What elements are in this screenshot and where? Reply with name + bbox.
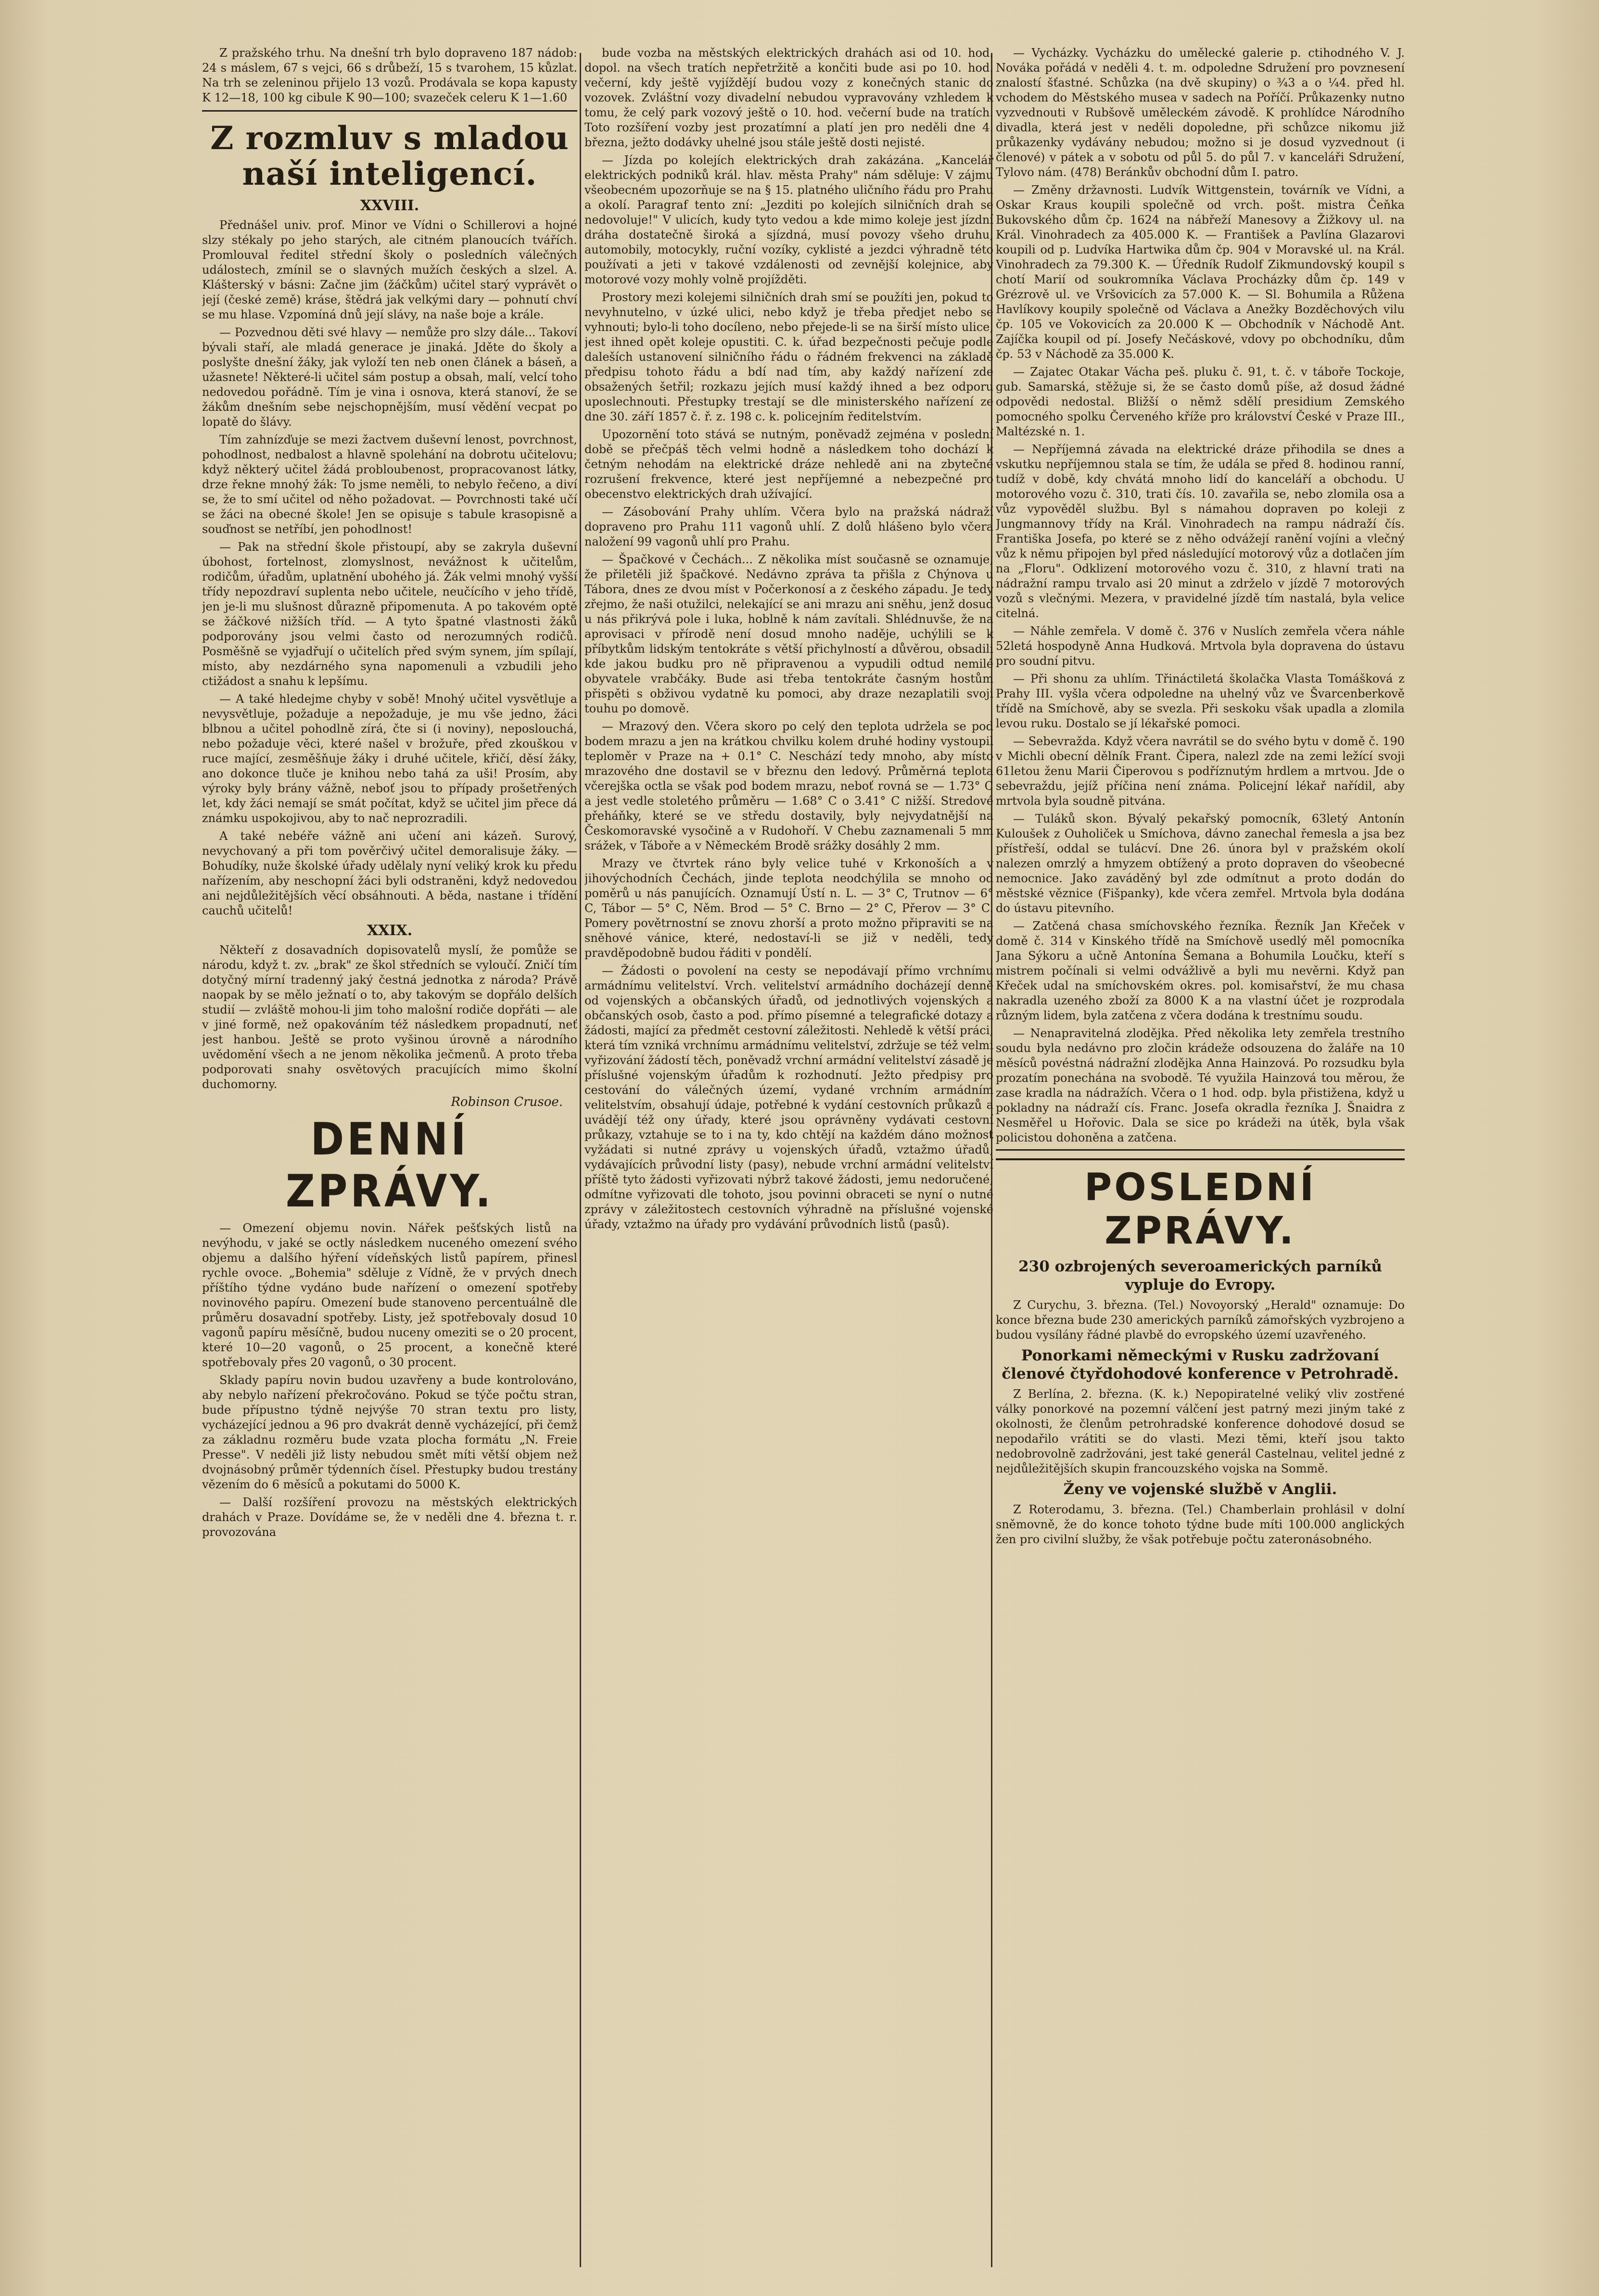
paragraph: — Vycházky. Vycházku do umělecké galerie p. ctihodného V. J. Nováka pořádá v neděli 4. t. m. odpoledne Sdružení pro povznesení znalostí šťastné. Schůzka (na dvě skupiny) o ¾3 a o ¼4. před hl. vchodem do Městského musea v sadech na Poříčí. Průkazenky nutno vyzvednouti v Rubšově uměleckém závodě. K prohlídce Národního divadla, která jest v neděli dopoledne, při schůzce nikomu již průkazenky vydávány nebudou; možno si je dosud vyzvednout (i členové) v pátek a v sobotu od půl 5. do půl 7. v kanceláři Sdružení, Tylovo nám. (478) Beránkův obchodní dům I. patro. <box>996 46 1405 179</box>
paragraph: — Pozvednou děti své hlavy — nemůže pro slzy dále... Takoví bývali staří, ale mladá generace je jinaká. Jděte do školy a poslyšte dnešní žáky, jak vyloží ten neb onen článek a báseň, a užasnete! Některé-li učitel sám postup a obsah, malí, velcí toho nedovedou pořádně. Tím je vina i osnova, která stanoví, že se žákům dnešním sebe nejschopnějším, musí vědění vecpat po lopatě do šlávy. <box>202 326 577 429</box>
paragraph: Přednášel univ. prof. Minor ve Vídni o Schillerovi a hojné slzy stékaly po jeho starých, ale citném planoucích tvářích. Promlouval ředitel střední školy o posledních válečných událostech, zmínil se o slavných mužích českých a slzel. A. Klášterský v básni: Začne jim (žáčkům) učitel starý vyprávět o její (české země) kráse, štědrá jak velkými dary — pohnutí chví se mu hlase. Vzpomíná dnů její slávy, na naše boje a krále. <box>202 218 577 321</box>
section-number: XXIX. <box>367 922 413 939</box>
column-2 <box>584 46 993 2277</box>
paragraph: — Nenapravitelná zlodějka. Před několika lety zemřela trestního soudu byla nedávno pro zločin krádeže odsouzena do žaláře na 10 měsíců povéstná nádražní zlodějka Anna Hainzová. Po rozsudku byla prozatím ponechána na svobodě. Té využila Hainzová tou měrou, že zase kradla na nádražích. Včera o 1 hod. odp. byla přistižena, když u pokladny na nádraží cís. Franc. Josefa okradla řezníka J. Šnaidra z Nesměřel u Hořovic. Dala se sice po krádeži na útěk, byla však policistou dohoněna a zatčena. <box>996 1026 1405 1151</box>
paragraph: Z Berlína, 2. března. (K. k.) Nepopiratelné veliký vliv zostřené války ponorkové na pozemní válčení jest patrný mezi jiným také z okolnosti, že členům petrohradské konference dohodové dosud se nepodařilo vrátiti se do vlasti. Mezi těmi, kteří jsou takto nedobrovolně zadržováni, jest také generál Castelnau, velitel jedné z nejdůležitějších skupin francouzského vojska na Sommě. <box>996 1387 1405 1475</box>
paragraph: — Při shonu za uhlím. Třináctiletá školačka Vlasta Tomášková z Prahy III. vyšla včera odpoledne na uhelný vůz ve Švarcenberkově třídě na Smíchově, aby se svezla. Při seskoku však upadla a zlomila levou ruku. Dostalo se jí lékařské pomoci. <box>996 672 1405 730</box>
paragraph: — Zatčená chasa smíchovského řezníka. Řezník Jan Křeček v domě č. 314 v Kinského třídě na Smíchově usedlý měl pomocníka Jana Sýkoru a učně Antonína Šemana a Bohumila Loučku, kteří s mistrem počínali si velmi odvážlivě a byli mu nevěrni. Když pan Křeček udal na smíchovském okres. pol. komisařství, že mu chasa nakradla uzeného zboží za 8000 K a na vlastní účet je rozprodala různým lidem, byla zatčena z včera dodána k trestnímu soudu. <box>996 919 1405 1022</box>
paragraph: — Pak na střední škole přistoupí, aby se zakryla duševní úbohost, fortelnost, zlomyslnost, nevážnost k učitelům, rodičům, úřadům, uplatnění ubohého já. Žák velmi mnohý vyšší třídy nepozdraví suplenta nebo učitele, neučícího v jeho třídě, jen je-li mu slušnost důrazně připomenuta. A po takovém optě se žáčkové nižších tříd. — A tyto špatné vlastnosti žáků podporovány jsou velmi často od nerozumných rodičů. Posměšně se vyjadřují o učitelích před svým synem, jím spílají, místo, aby nezdárného syna napomenuli a vzbudili jeho ctižádost a snahu k lepšímu. <box>202 540 577 688</box>
paragraph: — Tuláků skon. Bývalý pekařský pomocník, 63letý Antonín Kuloušek z Ouholiček u Smíchova, dávno zanechal řemesla a jsa bez přístřeší, oddal se tulácví. Dne 26. února byl v pražském okolí nalezen omrzlý a hmyzem obtížený a proto dopraven do všeobecné nemocnice. Jako zaváděný byl zde odmítnut a proto dodán do městské věznice (Fišpanky), kde včera zemřel. Mrtvola byla dodána do ústavu pitevního. <box>996 812 1405 915</box>
paragraph: A také nebéře vážně ani učení ani kázeň. Surový, nevychovaný a při tom pověrčivý učitel demoralisuje žáky. — Bohudíky, nuže školské úřady udělaly nyní veliký krok ku předu nařízením, aby neschopní žáci byli odstraněni, když nedovedou ani nejdůležitějších věcí obsáhnouti. A běda, nastane i třídění cauchů učitelů! <box>202 829 577 917</box>
latest-news-banner: POSLEDNÍ ZPRÁVY. <box>996 1158 1405 1253</box>
section-number: XXVIII. <box>360 197 419 214</box>
paragraph: Z Roterodamu, 3. března. (Tel.) Chamberlain prohlásil v dolní sněmovně, že do konce tohoto týdne bude míti 100.000 anglických žen pro civilní služby, že však potřebuje počtu zateronásobného. <box>996 1503 1405 1546</box>
paragraph: Upozornění toto stává se nutným, poněvadž zejména v poslední době se přečpáš těch velmi hodně a následkem toho dochází k četným nehodám na elektrické dráze nehledě ani na zbytečné rozrušení frekvence, které jest nepříjemné a nebezpečné pro obecenstvo elektrických drah užívající. <box>584 428 993 501</box>
headline: Ženy ve vojenské službě v Anglii. <box>1063 1481 1337 1498</box>
paragraph: — Omezení objemu novin. Nářek pešťských listů na nevýhodu, v jaké se octly následkem nuceného omezení svého objemu a dalšího hýření vídeňských listů papírem, přinesl rychle ovoce. „Bohemia" sděluje z Vídně, že v prvých dnech příštího týdne vydáno bude nařízení o omezení spotřeby novinového papíru. Omezení bude stanoveno percentuálně dle průměru dosavadní spotřeby. Listy, jež spotřebovaly dosud 10 vagonů papíru měsíčně, budou nuceny omeziti se o 20 procent, které 10—20 vagonů, o 25 procent, a konečně které spotřebovaly přes 20 vagonů, o 30 procent. <box>202 1221 577 1369</box>
daily-news-banner: DENNÍ ZPRÁVY. <box>285 1113 494 1217</box>
paragraph: — Sebevražda. Když včera navrátil se do svého bytu v domě č. 190 v Michli obecní dělník Frant. Čipera, nalezl zde na zemi ležící svoji 61letou ženu Marii Čiperovou s podříznutým hrdlem a mrtvou. Jde o sebevraždu, jejíž příčina není známa. Policejní lékař nařídil, aby mrtvola byla soudně pitvána. <box>996 735 1405 808</box>
paragraph: Prostory mezi kolejemi silničních drah smí se použíti jen, pokud to nevyhnutelno, v úzké ulici, nebo když je třeba předjet nebo se vyhnouti; bylo-li toho docíleno, nebo přejede-li se na širší místo ulice, jest ihned opět koleje opustiti. C. k. úřad bezpečnosti pečuje podle daleších ustanovení silničního řádu o řádném frekvenci na základě předpisu tohoto řádu a bdí nad tím, aby každý nařízení zde obsažených šetřil; rozkazu jejích musí každý ihned a bez odporu uposlechnouti. Přestupky trestají se dle ministerského nařízení ze dne 30. září 1857 č. ř. z. 198 c. k. policejním ředitelstvím. <box>584 291 993 423</box>
paragraph: Mrazy ve čtvrtek ráno byly velice tuhé v Krkonoších a v jihovýchodních Čechách, jinde teplota neodchýlila se mnoho od poměrů u nás panujících. Oznamují Ústí n. L. — 3° C, Trutnov — 6° C, Tábor — 5° C, Něm. Brod — 5° C. Brno — 2° C, Přerov — 3° C. Pomery povětrnostní se znovu zhorší a proto možno připraviti se na sněhové vánice, které, nedostaví-li se již v neděli, tedy pravděpodobně budou řáditi v pondělí. <box>584 857 993 960</box>
paragraph: — Nepříjemná závada na elektrické dráze přihodila se dnes a vskutku nepříjemnou stala se tím, že udála se před 8. hodinou ranní, tudíž v době, kdy chvátá mnoho lidí do kanceláří a obchodu. U motorového vozu č. 310, trati čís. 10. zavařila se, nebo zlomila osa a vůz vypověděl službu. Byl s námahou dopraven po koleji z Jungmannovy třídy na Král. Vinohradech na rampu nádraží čís. Františka Josefa, po které se z něho odvážejí ranění vojíni a vlečný vůz k němu připojen byl před následující motorový vůz a dotlačen jím na „Floru". Odklizení motorového vozu č. 310, z hlavní trati na nádražní rampu trvalo asi 20 minut a zdrželo v jízdě 7 motorových vozů s vlečnými. Mezera, v pravidelné jízdě tím nastalá, byla velice citelná. <box>996 443 1405 620</box>
paragraph: — Náhle zemřela. V domě č. 376 v Nuslích zemřela včera náhle 52letá hospodyně Anna Hudková. Mrtvola byla dopravena do ústavu pro soudní pitvu. <box>996 624 1405 668</box>
author-signature: Robinson Crusoe. <box>451 1095 563 1109</box>
market-report: Z pražského trhu. Na dnešní trh bylo dopraveno 187 nádob: 24 s máslem, 67 s vejci, 66 s drůbeží, 15 s tvarohem, 15 kůzlat. Na trh se zeleninou přijelo 13 vozů. Prodávala se kopa kapusty K 12—18, 100 kg cibule K 90—100; svazeček celeru K 1—1.60 <box>202 46 577 104</box>
paragraph: — Zajatec Otakar Vácha peš. pluku č. 91, t. č. v táboře Tockoje, gub. Samarská, stěžuje si, že se často domů píše, až dosud žádné odpovědi nedostal. Bližší o němž sdělí presidium Zemského pomocného spolku Červeného kříže pro království České v Praze III., Maltézské n. 1. <box>996 365 1405 438</box>
paragraph: — Mrazový den. Včera skoro po celý den teplota udržela se pod bodem mrazu a jen na krátkou chvilku kolem druhé hodiny vystoupil teploměr v Praze na + 0.1° C. Neschází tedy mnoho, aby místo mrazového dne dostavil se v březnu den ledový. Průměrná teplota včerejška octla se však pod bodem mrazu, neboť rovná se — 1.73° C a jest vedle stoletého průměru — 1.68° C o 3.41° C nižší. Stredové přeháňky, které se ve středu dostavily, byly nejvydatnější na Českomoravské vysočině a v Rudohoří. V Chebu zaznamenali 5 mm srážek, v Táboře a v Německém Brodě srážky dosáhly 2 mm. <box>584 720 993 852</box>
paragraph: — Změny državnosti. Ludvík Wittgenstein, továrník ve Vídni, a Oskar Kraus koupili společně od vrch. pošt. mistra Čeňka Bukovského dům čp. 1624 na nábřeží Manesovy a Žižkovy ul. na Král. Vinohradech za 405.000 K. — František a Pavlína Glazarovi koupili od p. Ludvíka Hartwika dům čp. 904 v Moravské ul. na Král. Vinohradech za 79.300 K. — Úředník Rudolf Zikmundovský koupil s chotí Marií od soukromníka Václava Procházky dům čp. 149 v Grézrově ul. ve Vršovicích za 57.000 K. — Sl. Bohumila a Růžena Havlíkovy koupily společně od Václava a Anežky Bozděchových vilu čp. 105 ve Vokovicích za 20.000 K — Obchodník v Náchodě Ant. Zajíčka koupil od pí. Josefy Nečáskové, vdovy po obchodníku, dům čp. 53 v Náchodě za 35.000 K. <box>996 183 1405 361</box>
paragraph: Někteří z dosavadních dopisovatelů myslí, že pomůže se národu, když t. zv. „brak" ze škol středních se vyloučí. Zničí tím dotyčný mírní tradenný jaký čestná jednotka z národa? Právě naopak by se mělo ježnatí o to, aby takovým se dopřálo delších studií — zvláště mohou-li jim toho malošní rodiče dopřáti — ale v jiné formě, než opakováním též následkem propadnutí, neť jest hanbou. Ještě se proto vyšinou úrovně a národního uvědomění všech a ne jenom několika ječmenů. A proto třeba podporovati snahy osvětových pracujících mimo školní duchomorny. <box>202 943 577 1091</box>
paragraph: — Žádosti o povolení na cesty se nepodávají přímo vrchnímu armádnímu velitelství. Vrch. velitelství armádního docházejí denně od vojenských a občanských úřadů, od jednotlivých vojenských a občanských osob, často a pod. přímo písemné a telegrafické dotazy a žádosti, mající za předmět cestovní záležitosti. Nehledě k větší práci, která tím vzniká vrchnímu armádnímu velitelství, zdržuje se též velmi vyřizování žádostí těch, poněvadž vrchní armádní velitelství zásadě je příslušné vojenským úřadům k rozhodnutí. Ježto předpisy pro cestování do válečných území, vydané vrchním armádním velitelstvím, obsahují údaje, potřebné k vydání cestovních průkazů a uvádějí též ony úřady, které jsou oprávněny vydávati cestovní průkazy, vztahuje se to i na ty, kdo chtějí na každém dáno možnost vyžádati si nutné zprávy u vojenských úřadů, vztažmo úřadů, vydávajících průvodní listy (pasy), nebude vrchní armádní velitelství příště tyto žádosti vyřizovati nýbrž takové žádosti, jemu nedoručené, odmítne vyřizovati dle tohoto, jsou povinni obraceti se nyní o nutné zprávy v záležitostech cestovních výhradně na příslušné vojenské úřady, vztažmo na úřady pro vydávání průvodních listů (pasů). <box>584 964 993 1231</box>
paragraph: — Špačkové v Čechách... Z několika míst současně se oznamuje, že přiletěli již špačkové. Nedávno zpráva ta přišla z Chýnova u Tábora, dnes ze dvou míst v Počerkonosí a z českého západu. Je tedy zřejmo, že naši otužilci, nelekající se ani mrazu ani sněhu, jenž dosud u nás přikrývá pole i luka, hoblně k nám zavítali. Shlédnuvše, že na aprovisaci v přírodě není dosud mnoho naděje, uchýlili se k příbytkům lidským tentokráte s větší přichylností a důvěrou, obsadili kde jakou budku pro ně připravenou a vypudili odtud nemilé obyvatele vrabčáky. Bude asi třeba tentokráte časným hostům přispěti s obživou vydatně ku pomoci, aby draze nezaplatili svoji touhu po domově. <box>584 553 993 715</box>
article-heading: Z rozmluv s mladou naší inteligencí. <box>210 119 569 192</box>
paragraph: Z Curychu, 3. března. (Tel.) Novoyorský „Herald" oznamuje: Do konce března bude 230 amerických parníků zámořských vyzbrojeno a budou vysílány řádné plavbě do evropského území uzavřeného. <box>996 1298 1405 1342</box>
headline: Ponorkami německými v Rusku zadržovaní členové čtyřdohodové konference v Petrohradě. <box>1002 1347 1399 1383</box>
column-3 <box>996 46 1405 2277</box>
headline: 230 ozbrojených severoamerických parníků vypluje do Evropy. <box>1018 1258 1382 1294</box>
column-1 <box>202 46 577 2277</box>
paragraph: Sklady papíru novin budou uzavřeny a bude kontrolováno, aby nebylo nařízení překročováno. Pokud se týče počtu stran, bude přípustno týdně nejvýše 70 stran textu pro listy, vycházející jednou a 96 pro dvakrát denně vycházející, při čemž za základnu rozměru bude vzata plocha formátu „N. Freie Presse". V neděli již listy nebudou smět míti větší objem než dvojnásobný průměr týdenních čísel. Přestupky budou trestány vězením do 6 měsíců a pokutami do 5000 K. <box>202 1373 577 1491</box>
paragraph: bude vozba na městských elektrických drahách asi od 10. hod. dopol. na všech tratích nepřetržitě a končiti bude asi po 10. hod. večerní, kdy ještě vyjíždějí budou vozy z konečných stanic do vozovek. Zvláštní vozy divadelní nebudou vypravovány vzhledem k tomu, že celý park vozový ještě o 10. hod. večerní bude na tratích. Toto rozšíření vozby jest prozatímní a platí jen pro neděli dne 4. března, ježto dodávky uhelné jsou stále ještě dosti nejisté. <box>584 46 993 149</box>
paragraph: — A také hledejme chyby v sobě! Mnohý učitel vysvětluje a nevysvětluje, požaduje a nepožaduje, je mu vše jedno, žáci blbnou a učitel pohodlně zírá, čte si (i noviny), neposlouchá, nebo požaduje věci, které našel v brožuře, před zkouškou v ruce mající, zesměšňuje žáky i druhé učitele, křičí, děsí žáky, ano dokonce tluče je knihou nebo tahá za uši! Prosím, aby výroky byly brány vážně, neboť jsou to případy prošetřených let, kdy žáci nemají se smát počítat, když se učitel jim přece dá známku uspokojivou, aby to nač neprozradili. <box>202 692 577 825</box>
paragraph: — Zásobování Prahy uhlím. Včera bylo na pražská nádraží dopraveno pro Prahu 111 vagonů uhlí. Z dolů hlášeno bylo včera naložení 99 vagonů uhlí pro Prahu. <box>584 505 993 548</box>
paragraph: — Další rozšíření provozu na městských elektrických drahách v Praze. Dovídáme se, že v neděli dne 4. března t. r. provozována <box>202 1496 577 1539</box>
paragraph: — Jízda po kolejích elektrických drah zakázána. „Kancelář elektrických podniků král. hlav. města Prahy" nám sděluje: V zájmu všeobecném upozorňuje se na § 15. platného uličního řádu pro Prahu a okolí. Paragraf tento zní: „Jezditi po kolejích silničních drah se nedovoluje!" V ulicích, kudy tyto vedou a kde mimo koleje jest jízdní dráha dostatečně široká a sjízdná, musí povozy všeho druhu, automobily, motocykly, ruční vozíky, cyklisté a jezdci výhradně této používati a jeti v takové vzdálenosti od zevnější kolejnice, aby motorové vozy mohly volně projížděti. <box>584 153 993 286</box>
divider <box>202 110 577 112</box>
column-rule <box>580 53 581 2267</box>
paragraph: Tím zahnízďuje se mezi žactvem duševní lenost, povrchnost, pohodlnost, nedbalost a hlavně spolehání na dobrotu učitelovu; když některý učitel žádá probloubenost, propracovanost látky, drze řekne mnohý žák: To jsme neměli, to nebylo řečeno, a diví se, že to smí učitel od něho požadovat. — Povrchnosti také učí se žáci na obecné škole! Jen se opisuje s tabule krasopisně a souďnost se netříbí, jen pohodlnost! <box>202 433 577 536</box>
